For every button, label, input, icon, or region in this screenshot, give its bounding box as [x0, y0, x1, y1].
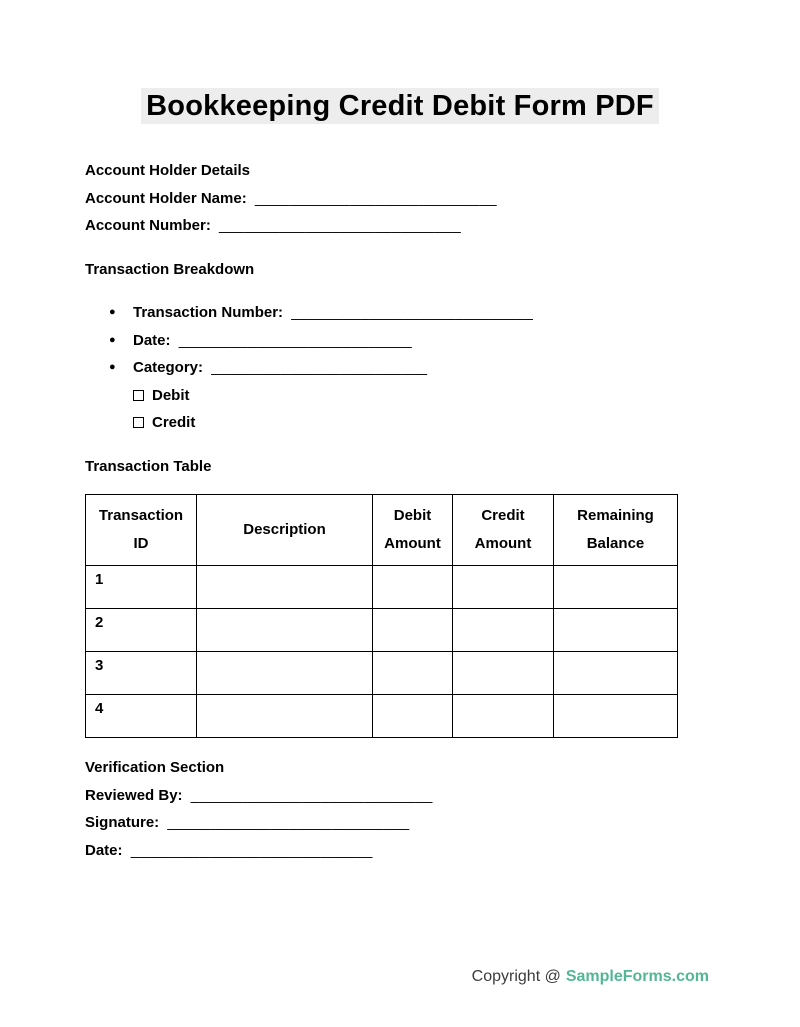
debit-amount-cell[interactable] — [373, 695, 453, 738]
credit-amount-cell[interactable] — [453, 566, 554, 609]
date-blank[interactable]: ___________________________ — [178, 331, 413, 349]
account-holder-name-blank[interactable]: ____________________________ — [254, 189, 497, 207]
signature-blank[interactable]: ____________________________ — [167, 814, 410, 832]
remaining-balance-cell[interactable] — [554, 695, 678, 738]
description-cell[interactable] — [197, 652, 373, 695]
verification-section — [85, 754, 715, 864]
table-row — [86, 695, 678, 738]
reviewed-by-field — [85, 782, 715, 810]
account-number-label: Account Number: — [85, 217, 211, 235]
brand-link[interactable]: SampleForms.com — [565, 968, 709, 985]
remaining-balance-cell[interactable] — [554, 566, 678, 609]
breakdown-section-heading: Transaction Breakdown — [85, 260, 255, 278]
col-header-credit-amount: Credit Amount — [453, 495, 554, 566]
col-header-remaining-balance: Remaining Balance — [554, 495, 678, 566]
debit-checkbox[interactable] — [85, 382, 715, 410]
copyright-text: Copyright @ — [471, 968, 561, 985]
transaction-number-label: Transaction Number: — [133, 304, 284, 322]
category-item — [85, 354, 715, 382]
account-holder-section — [85, 157, 715, 240]
verification-section-heading: Verification Section — [85, 759, 225, 777]
transaction-number-blank[interactable]: ____________________________ — [291, 304, 534, 322]
table-row — [86, 566, 678, 609]
account-section-heading: Account Holder Details — [85, 162, 251, 180]
document-body — [85, 157, 715, 864]
credit-checkbox-label: Credit — [152, 414, 196, 432]
transaction-breakdown-section — [85, 256, 715, 437]
account-holder-name-field — [85, 185, 715, 213]
category-label: Category: — [133, 359, 204, 377]
credit-amount-cell[interactable] — [453, 652, 554, 695]
table-row — [86, 609, 678, 652]
table-section-heading: Transaction Table — [85, 457, 212, 475]
verification-date-blank[interactable]: ____________________________ — [130, 841, 373, 859]
remaining-balance-cell[interactable] — [554, 609, 678, 652]
footer — [472, 967, 709, 987]
account-holder-name-label: Account Holder Name: — [85, 189, 247, 207]
checkbox-icon — [133, 417, 144, 428]
table-header-row — [86, 495, 678, 566]
debit-amount-cell[interactable] — [373, 609, 453, 652]
remaining-balance-cell[interactable] — [554, 652, 678, 695]
date-label: Date: — [133, 331, 171, 349]
checkbox-icon — [133, 390, 144, 401]
signature-field — [85, 809, 715, 837]
signature-label: Signature: — [85, 814, 160, 832]
table-row — [86, 652, 678, 695]
credit-checkbox[interactable] — [85, 409, 715, 437]
page-title: Bookkeeping Credit Debit Form PDF — [141, 88, 659, 124]
reviewed-by-label: Reviewed By: — [85, 786, 183, 804]
credit-amount-cell[interactable] — [453, 609, 554, 652]
date-item — [85, 327, 715, 355]
debit-amount-cell[interactable] — [373, 652, 453, 695]
transaction-number-item — [85, 299, 715, 327]
transaction-table — [85, 494, 678, 738]
reviewed-by-blank[interactable]: ____________________________ — [190, 786, 433, 804]
col-header-transaction-id: Transaction ID — [86, 495, 197, 566]
row-id-cell: 4 — [86, 695, 197, 738]
verification-date-label: Date: — [85, 841, 123, 859]
title-row — [0, 0, 800, 124]
breakdown-list — [85, 299, 715, 437]
description-cell[interactable] — [197, 695, 373, 738]
credit-amount-cell[interactable] — [453, 695, 554, 738]
transaction-table-section — [85, 453, 715, 739]
row-id-cell: 2 — [86, 609, 197, 652]
description-cell[interactable] — [197, 566, 373, 609]
debit-checkbox-label: Debit — [152, 386, 190, 404]
account-number-field — [85, 212, 715, 240]
description-cell[interactable] — [197, 609, 373, 652]
col-header-description: Description — [197, 495, 373, 566]
row-id-cell: 1 — [86, 566, 197, 609]
account-number-blank[interactable]: ____________________________ — [219, 217, 461, 235]
verification-date-field — [85, 837, 715, 865]
debit-amount-cell[interactable] — [373, 566, 453, 609]
col-header-debit-amount: Debit Amount — [373, 495, 453, 566]
category-blank[interactable]: _________________________ — [211, 359, 428, 377]
row-id-cell: 3 — [86, 652, 197, 695]
